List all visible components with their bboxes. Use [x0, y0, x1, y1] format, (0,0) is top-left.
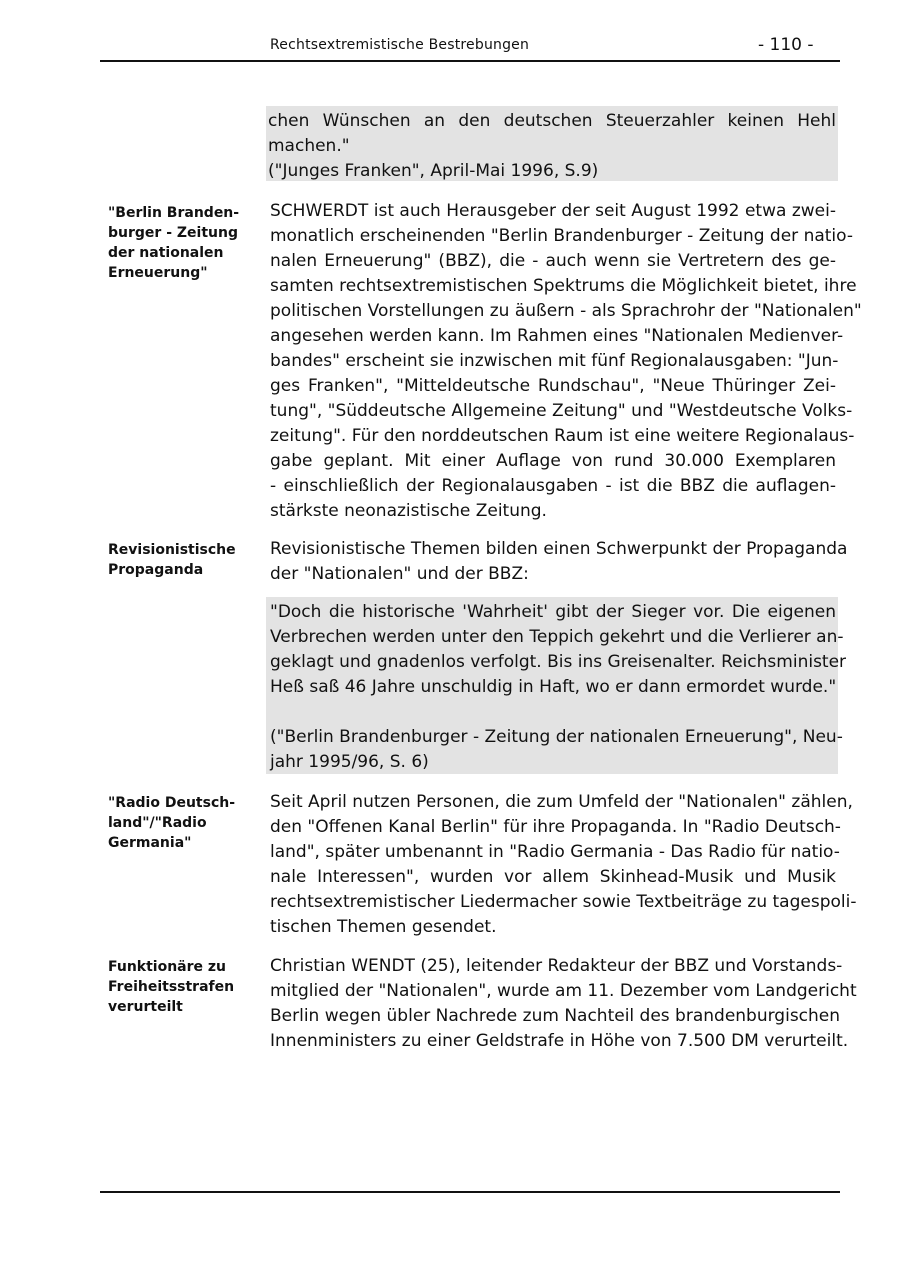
- quote-citation: ("Junges Franken", April-Mai 1996, S.9): [268, 161, 599, 181]
- paragraph-line: gabe geplant. Mit einer Auflage von rund 30.000 Exemplaren: [270, 451, 836, 471]
- margin-heading-line: Erneuerung": [108, 265, 208, 281]
- running-header-title: Rechtsextremistische Bestrebungen: [270, 37, 530, 53]
- quote-line: chen Wünschen an den deutschen Steuerzahler keinen Hehl: [268, 111, 836, 131]
- margin-heading-line: Freiheitsstrafen: [108, 979, 235, 995]
- paragraph-line: - einschließlich der Regionalausgaben - ist die BBZ die auflagen-: [270, 476, 836, 496]
- paragraph-line: rechtsextremistischer Liedermacher sowie Textbeiträge zu tagespoli-: [270, 892, 857, 912]
- quote-line: Verbrechen werden unter den Teppich gekehrt und die Verlierer an-: [270, 627, 844, 647]
- paragraph-line: nale Interessen", wurden vor allem Skinhead-Musik und Musik: [270, 867, 836, 887]
- paragraph-line: nalen Erneuerung" (BBZ), die - auch wenn sie Vertretern des ge-: [270, 251, 836, 271]
- paragraph-line: der "Nationalen" und der BBZ:: [270, 564, 529, 584]
- quote-block-revisionism: [266, 597, 847, 774]
- margin-heading-revisionism: [108, 540, 243, 580]
- paragraph-line: SCHWERDT ist auch Herausgeber der seit August 1992 etwa zwei-: [270, 201, 836, 221]
- margin-heading-line: Germania": [108, 835, 192, 851]
- quote-line: Heß saß 46 Jahre unschuldig in Haft, wo er dann ermordet wurde.": [270, 677, 837, 697]
- margin-heading-line: Funktionäre zu: [108, 959, 227, 975]
- paragraph-line: Seit April nutzen Personen, die zum Umfeld der "Nationalen" zählen,: [270, 792, 853, 812]
- quote-block-top: [266, 106, 838, 181]
- header-divider: [100, 60, 840, 62]
- paragraph-line: tischen Themen gesendet.: [270, 917, 497, 937]
- quote-line: machen.": [268, 136, 350, 156]
- margin-heading-line: Revisionistische: [108, 542, 236, 558]
- margin-heading-line: verurteilt: [108, 999, 183, 1015]
- margin-heading-line: Propaganda: [108, 562, 204, 578]
- paragraph-line: Revisionistische Themen bilden einen Schwerpunkt der Propaganda: [270, 539, 848, 559]
- margin-heading-radio: [108, 793, 243, 853]
- page-number: - 110 -: [758, 35, 814, 55]
- margin-heading-line: "Radio Deutsch-: [108, 795, 236, 811]
- paragraph-line: Christian WENDT (25), leitender Redakteur der BBZ und Vorstands-: [270, 956, 843, 976]
- paragraph-line: land", später umbenannt in "Radio Germania - Das Radio für natio-: [270, 842, 840, 862]
- paragraph-line: politischen Vorstellungen zu äußern - als Sprachrohr der "Nationalen": [270, 301, 862, 321]
- paragraph-line: Berlin wegen übler Nachrede zum Nachteil des brandenburgischen: [270, 1006, 841, 1026]
- footer-divider: [100, 1191, 840, 1193]
- quote-line: "Doch die historische 'Wahrheit' gibt der Sieger vor. Die eigenen: [270, 602, 836, 622]
- paragraph-line: Innenministers zu einer Geldstrafe in Höhe von 7.500 DM verurteilt.: [270, 1031, 849, 1051]
- quote-line: geklagt und gnadenlos verfolgt. Bis ins Greisenalter. Reichsminister: [270, 652, 847, 672]
- paragraph-radio: [270, 790, 857, 940]
- paragraph-line: monatlich erscheinenden "Berlin Brandenburger - Zeitung der natio-: [270, 226, 854, 246]
- margin-heading-line: land"/"Radio: [108, 815, 207, 831]
- paragraph-line: ges Franken", "Mitteldeutsche Rundschau", "Neue Thüringer Zei-: [270, 376, 836, 396]
- paragraph-revisionism: [270, 537, 848, 587]
- paragraph-bbz: [270, 199, 862, 524]
- margin-heading-line: "Berlin Branden-: [108, 205, 240, 221]
- paragraph-line: den "Offenen Kanal Berlin" für ihre Propaganda. In "Radio Deutsch-: [270, 817, 841, 837]
- quote-citation-line: jahr 1995/96, S. 6): [270, 752, 429, 772]
- quote-citation: [270, 725, 843, 775]
- quote-citation-line: ("Berlin Brandenburger - Zeitung der nationalen Erneuerung", Neu-: [270, 727, 843, 747]
- margin-heading-line: der nationalen: [108, 245, 224, 261]
- margin-heading-officials: [108, 957, 243, 1017]
- quote-text: [270, 600, 847, 700]
- quote-text: [268, 109, 836, 184]
- margin-heading-bbz: [108, 203, 243, 283]
- margin-heading-line: burger - Zeitung: [108, 225, 238, 241]
- paragraph-line: samten rechtsextremistischen Spektrums die Möglichkeit bietet, ihre: [270, 276, 857, 296]
- paragraph-line: tung", "Süddeutsche Allgemeine Zeitung" und "Westdeutsche Volks-: [270, 401, 853, 421]
- paragraph-officials: [270, 954, 857, 1054]
- paragraph-line: bandes" erscheint sie inzwischen mit fünf Regionalausgaben: "Jun-: [270, 351, 839, 371]
- paragraph-line: zeitung". Für den norddeutschen Raum ist eine weitere Regionalaus-: [270, 426, 855, 446]
- paragraph-line: mitglied der "Nationalen", wurde am 11. Dezember vom Landgericht: [270, 981, 857, 1001]
- paragraph-line: angesehen werden kann. Im Rahmen eines "Nationalen Medienver-: [270, 326, 844, 346]
- paragraph-line: stärkste neonazistische Zeitung.: [270, 501, 547, 521]
